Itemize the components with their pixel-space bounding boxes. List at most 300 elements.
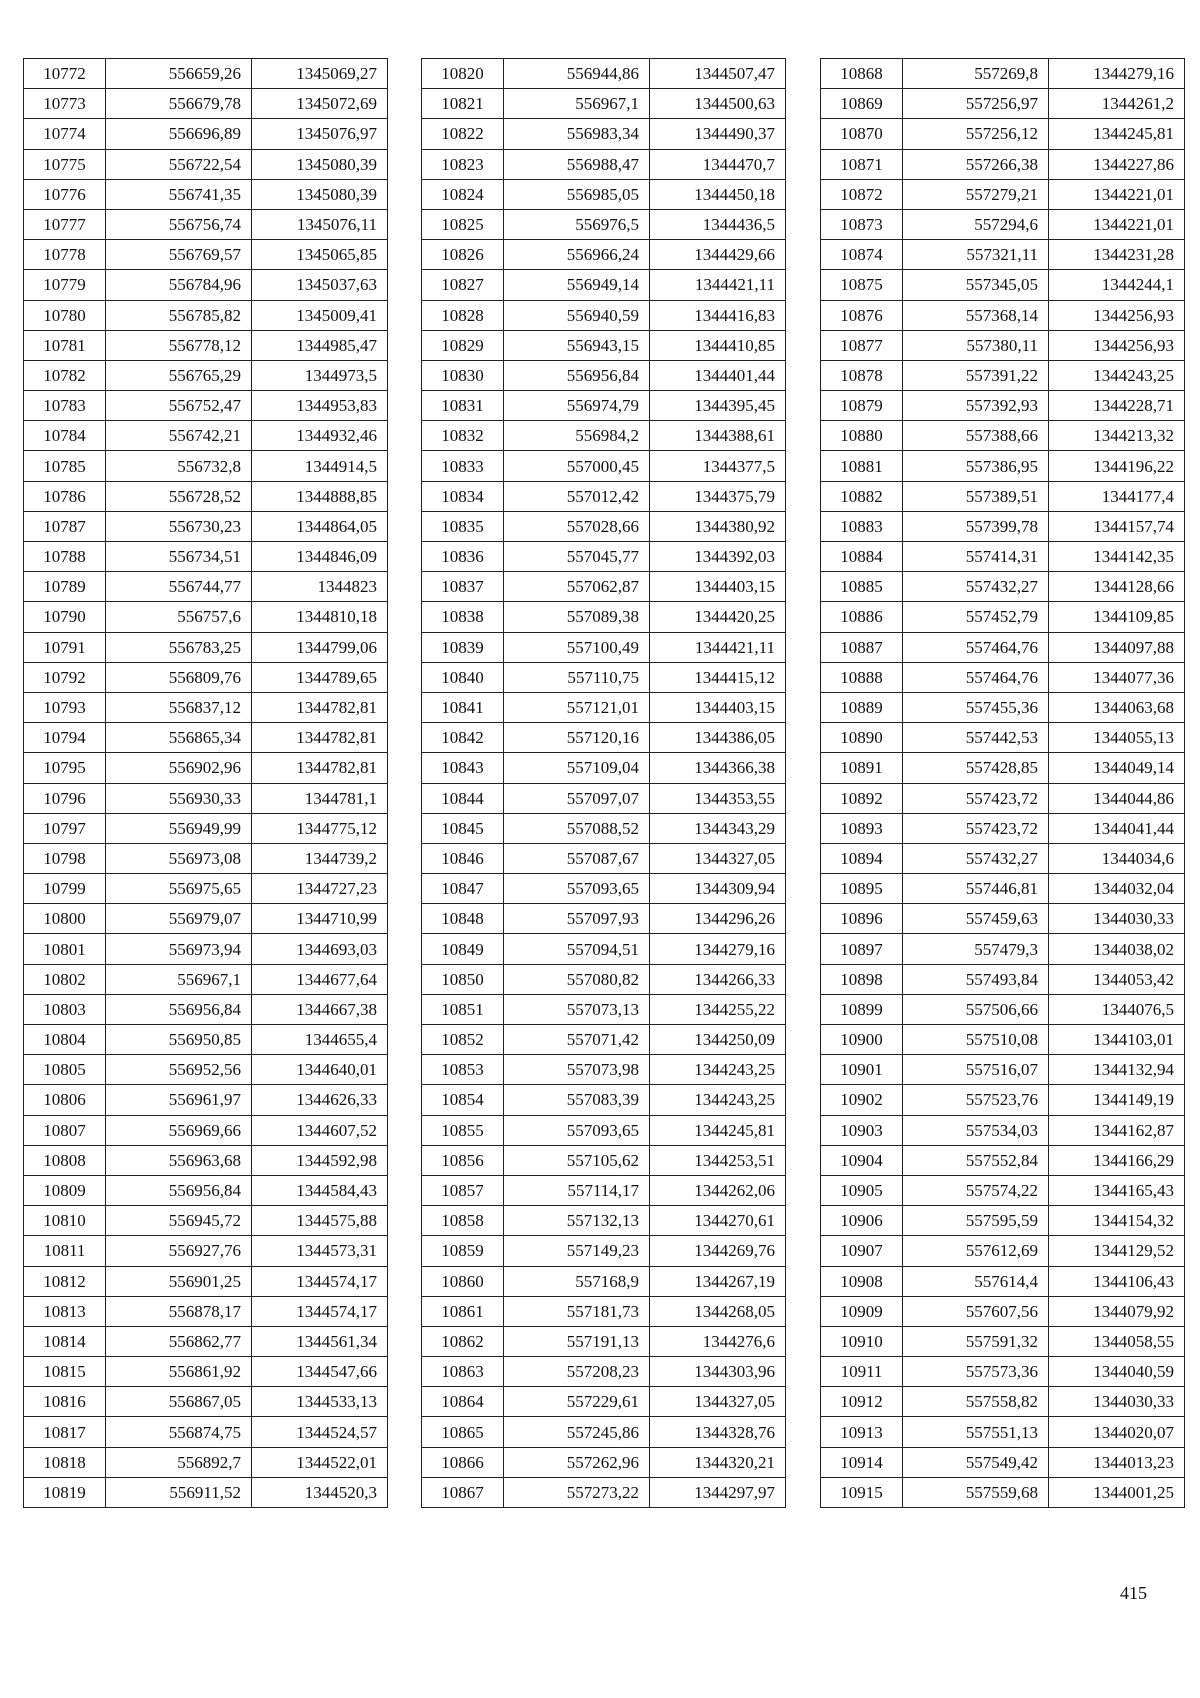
y-coordinate-cell: 1345080,39 <box>252 179 388 209</box>
point-number-cell: 10774 <box>24 119 106 149</box>
point-number-cell: 10805 <box>24 1055 106 1085</box>
point-number-cell: 10809 <box>24 1175 106 1205</box>
point-number-cell: 10855 <box>422 1115 504 1145</box>
y-coordinate-cell: 1344727,23 <box>252 874 388 904</box>
table-row <box>24 511 388 541</box>
point-number-cell: 10900 <box>821 1025 903 1055</box>
table-row <box>422 1266 786 1296</box>
y-coordinate-cell: 1344823 <box>252 572 388 602</box>
point-number-cell: 10777 <box>24 209 106 239</box>
x-coordinate-cell: 556722,54 <box>106 149 252 179</box>
table-row <box>422 179 786 209</box>
x-coordinate-cell: 556757,6 <box>106 602 252 632</box>
table-row <box>422 1175 786 1205</box>
point-number-cell: 10815 <box>24 1357 106 1387</box>
table-row <box>24 1115 388 1145</box>
x-coordinate-cell: 557559,68 <box>903 1477 1049 1507</box>
table-row <box>422 1296 786 1326</box>
point-number-cell: 10841 <box>422 692 504 722</box>
y-coordinate-cell: 1344253,51 <box>650 1145 786 1175</box>
point-number-cell: 10858 <box>422 1206 504 1236</box>
y-coordinate-cell: 1344149,19 <box>1049 1085 1185 1115</box>
table-row <box>24 632 388 662</box>
point-number-cell: 10888 <box>821 662 903 692</box>
table-row <box>821 391 1185 421</box>
point-number-cell: 10814 <box>24 1326 106 1356</box>
x-coordinate-cell: 557256,97 <box>903 89 1049 119</box>
x-coordinate-cell: 557149,23 <box>504 1236 650 1266</box>
y-coordinate-cell: 1344575,88 <box>252 1206 388 1236</box>
table-row <box>821 1206 1185 1236</box>
x-coordinate-cell: 557087,67 <box>504 843 650 873</box>
point-number-cell: 10812 <box>24 1266 106 1296</box>
table-row <box>821 813 1185 843</box>
table-row <box>24 753 388 783</box>
coordinate-table-right <box>820 58 1185 1508</box>
table-row <box>24 602 388 632</box>
table-row <box>422 632 786 662</box>
x-coordinate-cell: 557386,95 <box>903 451 1049 481</box>
point-number-cell: 10821 <box>422 89 504 119</box>
x-coordinate-cell: 557510,08 <box>903 1025 1049 1055</box>
x-coordinate-cell: 557516,07 <box>903 1055 1049 1085</box>
x-coordinate-cell: 556809,76 <box>106 662 252 692</box>
table-row <box>422 330 786 360</box>
x-coordinate-cell: 556927,76 <box>106 1236 252 1266</box>
y-coordinate-cell: 1345009,41 <box>252 300 388 330</box>
x-coordinate-cell: 557256,12 <box>903 119 1049 149</box>
point-number-cell: 10861 <box>422 1296 504 1326</box>
x-coordinate-cell: 556975,65 <box>106 874 252 904</box>
y-coordinate-cell: 1344063,68 <box>1049 692 1185 722</box>
table-row <box>422 360 786 390</box>
point-number-cell: 10911 <box>821 1357 903 1387</box>
x-coordinate-cell: 556742,21 <box>106 421 252 451</box>
table-row <box>24 300 388 330</box>
y-coordinate-cell: 1344166,29 <box>1049 1145 1185 1175</box>
x-coordinate-cell: 556984,2 <box>504 421 650 451</box>
x-coordinate-cell: 557607,56 <box>903 1296 1049 1326</box>
point-number-cell: 10901 <box>821 1055 903 1085</box>
x-coordinate-cell: 556730,23 <box>106 511 252 541</box>
y-coordinate-cell: 1344077,36 <box>1049 662 1185 692</box>
point-number-cell: 10793 <box>24 692 106 722</box>
point-number-cell: 10835 <box>422 511 504 541</box>
point-number-cell: 10839 <box>422 632 504 662</box>
table-row <box>24 813 388 843</box>
point-number-cell: 10878 <box>821 360 903 390</box>
table-row <box>821 1387 1185 1417</box>
point-number-cell: 10913 <box>821 1417 903 1447</box>
table-row <box>422 1055 786 1085</box>
point-number-cell: 10801 <box>24 934 106 964</box>
y-coordinate-cell: 1344416,83 <box>650 300 786 330</box>
y-coordinate-cell: 1344522,01 <box>252 1447 388 1477</box>
y-coordinate-cell: 1344303,96 <box>650 1357 786 1387</box>
y-coordinate-cell: 1344221,01 <box>1049 179 1185 209</box>
y-coordinate-cell: 1344196,22 <box>1049 451 1185 481</box>
y-coordinate-cell: 1344109,85 <box>1049 602 1185 632</box>
y-coordinate-cell: 1344162,87 <box>1049 1115 1185 1145</box>
table-row <box>422 1206 786 1236</box>
table-row <box>422 904 786 934</box>
x-coordinate-cell: 557080,82 <box>504 964 650 994</box>
x-coordinate-cell: 557558,82 <box>903 1387 1049 1417</box>
table-row <box>24 1447 388 1477</box>
table-row <box>821 753 1185 783</box>
x-coordinate-cell: 557368,14 <box>903 300 1049 330</box>
y-coordinate-cell: 1344250,09 <box>650 1025 786 1055</box>
table-row <box>422 421 786 451</box>
y-coordinate-cell: 1345037,63 <box>252 270 388 300</box>
x-coordinate-cell: 556988,47 <box>504 149 650 179</box>
y-coordinate-cell: 1344128,66 <box>1049 572 1185 602</box>
x-coordinate-cell: 557208,23 <box>504 1357 650 1387</box>
point-number-cell: 10876 <box>821 300 903 330</box>
point-number-cell: 10848 <box>422 904 504 934</box>
x-coordinate-cell: 557110,75 <box>504 662 650 692</box>
y-coordinate-cell: 1344377,5 <box>650 451 786 481</box>
x-coordinate-cell: 556765,29 <box>106 360 252 390</box>
y-coordinate-cell: 1344403,15 <box>650 572 786 602</box>
y-coordinate-cell: 1344410,85 <box>650 330 786 360</box>
y-coordinate-cell: 1344470,7 <box>650 149 786 179</box>
x-coordinate-cell: 557388,66 <box>903 421 1049 451</box>
coordinate-table-middle <box>421 58 786 1508</box>
x-coordinate-cell: 557229,61 <box>504 1387 650 1417</box>
table-row <box>24 360 388 390</box>
x-coordinate-cell: 557073,98 <box>504 1055 650 1085</box>
table-row <box>422 1357 786 1387</box>
x-coordinate-cell: 557345,05 <box>903 270 1049 300</box>
point-number-cell: 10825 <box>422 209 504 239</box>
table-row <box>821 360 1185 390</box>
y-coordinate-cell: 1344020,07 <box>1049 1417 1185 1447</box>
y-coordinate-cell: 1344436,5 <box>650 209 786 239</box>
point-number-cell: 10854 <box>422 1085 504 1115</box>
point-number-cell: 10816 <box>24 1387 106 1417</box>
point-number-cell: 10811 <box>24 1236 106 1266</box>
point-number-cell: 10838 <box>422 602 504 632</box>
point-number-cell: 10807 <box>24 1115 106 1145</box>
y-coordinate-cell: 1344667,38 <box>252 994 388 1024</box>
y-coordinate-cell: 1344392,03 <box>650 542 786 572</box>
y-coordinate-cell: 1344001,25 <box>1049 1477 1185 1507</box>
x-coordinate-cell: 557423,72 <box>903 813 1049 843</box>
x-coordinate-cell: 556769,57 <box>106 240 252 270</box>
x-coordinate-cell: 557028,66 <box>504 511 650 541</box>
table-row <box>422 1477 786 1507</box>
point-number-cell: 10827 <box>422 270 504 300</box>
point-number-cell: 10785 <box>24 451 106 481</box>
x-coordinate-cell: 557452,79 <box>903 602 1049 632</box>
x-coordinate-cell: 557574,22 <box>903 1175 1049 1205</box>
y-coordinate-cell: 1344076,5 <box>1049 994 1185 1024</box>
y-coordinate-cell: 1344227,86 <box>1049 149 1185 179</box>
y-coordinate-cell: 1344058,55 <box>1049 1326 1185 1356</box>
y-coordinate-cell: 1344255,22 <box>650 994 786 1024</box>
point-number-cell: 10802 <box>24 964 106 994</box>
table-row <box>821 662 1185 692</box>
point-number-cell: 10828 <box>422 300 504 330</box>
point-number-cell: 10779 <box>24 270 106 300</box>
point-number-cell: 10908 <box>821 1266 903 1296</box>
point-number-cell: 10824 <box>422 179 504 209</box>
y-coordinate-cell: 1344677,64 <box>252 964 388 994</box>
point-number-cell: 10856 <box>422 1145 504 1175</box>
table-row <box>24 1387 388 1417</box>
table-row <box>422 119 786 149</box>
y-coordinate-cell: 1345072,69 <box>252 89 388 119</box>
table-row <box>821 240 1185 270</box>
y-coordinate-cell: 1344429,66 <box>650 240 786 270</box>
table-row <box>24 270 388 300</box>
y-coordinate-cell: 1344040,59 <box>1049 1357 1185 1387</box>
table-row <box>24 179 388 209</box>
y-coordinate-cell: 1344157,74 <box>1049 511 1185 541</box>
point-number-cell: 10892 <box>821 783 903 813</box>
point-number-cell: 10817 <box>24 1417 106 1447</box>
x-coordinate-cell: 557181,73 <box>504 1296 650 1326</box>
point-number-cell: 10874 <box>821 240 903 270</box>
table-row <box>821 270 1185 300</box>
point-number-cell: 10810 <box>24 1206 106 1236</box>
x-coordinate-cell: 557088,52 <box>504 813 650 843</box>
point-number-cell: 10845 <box>422 813 504 843</box>
x-coordinate-cell: 556784,96 <box>106 270 252 300</box>
table-row <box>422 89 786 119</box>
point-number-cell: 10906 <box>821 1206 903 1236</box>
x-coordinate-cell: 556952,56 <box>106 1055 252 1085</box>
y-coordinate-cell: 1344782,81 <box>252 753 388 783</box>
point-number-cell: 10882 <box>821 481 903 511</box>
y-coordinate-cell: 1344279,16 <box>1049 59 1185 89</box>
y-coordinate-cell: 1344985,47 <box>252 330 388 360</box>
y-coordinate-cell: 1344490,37 <box>650 119 786 149</box>
table-row <box>422 149 786 179</box>
point-number-cell: 10887 <box>821 632 903 662</box>
x-coordinate-cell: 556963,68 <box>106 1145 252 1175</box>
y-coordinate-cell: 1344328,76 <box>650 1417 786 1447</box>
point-number-cell: 10904 <box>821 1145 903 1175</box>
x-coordinate-cell: 556659,26 <box>106 59 252 89</box>
table-row <box>821 59 1185 89</box>
point-number-cell: 10803 <box>24 994 106 1024</box>
table-row <box>422 934 786 964</box>
table-row <box>422 542 786 572</box>
x-coordinate-cell: 556979,07 <box>106 904 252 934</box>
table-row <box>821 1115 1185 1145</box>
table-row <box>24 572 388 602</box>
x-coordinate-cell: 557446,81 <box>903 874 1049 904</box>
point-number-cell: 10862 <box>422 1326 504 1356</box>
table-row <box>24 1357 388 1387</box>
x-coordinate-cell: 556732,8 <box>106 451 252 481</box>
table-row <box>821 1175 1185 1205</box>
point-number-cell: 10899 <box>821 994 903 1024</box>
table-row <box>422 300 786 330</box>
point-number-cell: 10896 <box>821 904 903 934</box>
y-coordinate-cell: 1344055,13 <box>1049 723 1185 753</box>
x-coordinate-cell: 556961,97 <box>106 1085 252 1115</box>
point-number-cell: 10895 <box>821 874 903 904</box>
y-coordinate-cell: 1344256,93 <box>1049 330 1185 360</box>
table-row <box>24 1477 388 1507</box>
y-coordinate-cell: 1344030,33 <box>1049 904 1185 934</box>
table-row <box>422 783 786 813</box>
x-coordinate-cell: 556837,12 <box>106 692 252 722</box>
table-row <box>422 240 786 270</box>
point-number-cell: 10829 <box>422 330 504 360</box>
y-coordinate-cell: 1344573,31 <box>252 1236 388 1266</box>
y-coordinate-cell: 1344279,16 <box>650 934 786 964</box>
table-row <box>422 391 786 421</box>
y-coordinate-cell: 1344049,14 <box>1049 753 1185 783</box>
point-number-cell: 10893 <box>821 813 903 843</box>
table-row <box>821 1055 1185 1085</box>
point-number-cell: 10826 <box>422 240 504 270</box>
table-row <box>422 511 786 541</box>
point-number-cell: 10783 <box>24 391 106 421</box>
point-number-cell: 10818 <box>24 1447 106 1477</box>
y-coordinate-cell: 1344262,06 <box>650 1175 786 1205</box>
point-number-cell: 10780 <box>24 300 106 330</box>
x-coordinate-cell: 556679,78 <box>106 89 252 119</box>
point-number-cell: 10834 <box>422 481 504 511</box>
point-number-cell: 10886 <box>821 602 903 632</box>
y-coordinate-cell: 1344266,33 <box>650 964 786 994</box>
point-number-cell: 10910 <box>821 1326 903 1356</box>
x-coordinate-cell: 556728,52 <box>106 481 252 511</box>
y-coordinate-cell: 1344500,63 <box>650 89 786 119</box>
point-number-cell: 10890 <box>821 723 903 753</box>
x-coordinate-cell: 557552,84 <box>903 1145 1049 1175</box>
y-coordinate-cell: 1344655,4 <box>252 1025 388 1055</box>
y-coordinate-cell: 1344327,05 <box>650 1387 786 1417</box>
x-coordinate-cell: 557093,65 <box>504 1115 650 1145</box>
point-number-cell: 10857 <box>422 1175 504 1205</box>
y-coordinate-cell: 1344561,34 <box>252 1326 388 1356</box>
y-coordinate-cell: 1344789,65 <box>252 662 388 692</box>
point-number-cell: 10914 <box>821 1447 903 1477</box>
table-row <box>24 662 388 692</box>
point-number-cell: 10823 <box>422 149 504 179</box>
table-row <box>24 209 388 239</box>
y-coordinate-cell: 1345069,27 <box>252 59 388 89</box>
x-coordinate-cell: 557459,63 <box>903 904 1049 934</box>
table-row <box>821 119 1185 149</box>
x-coordinate-cell: 557591,32 <box>903 1326 1049 1356</box>
y-coordinate-cell: 1344030,33 <box>1049 1387 1185 1417</box>
y-coordinate-cell: 1344782,81 <box>252 692 388 722</box>
point-number-cell: 10850 <box>422 964 504 994</box>
point-number-cell: 10891 <box>821 753 903 783</box>
x-coordinate-cell: 557097,07 <box>504 783 650 813</box>
table-row <box>422 1387 786 1417</box>
table-row <box>821 421 1185 451</box>
x-coordinate-cell: 557100,49 <box>504 632 650 662</box>
table-row <box>821 692 1185 722</box>
table-row <box>422 481 786 511</box>
point-number-cell: 10790 <box>24 602 106 632</box>
table-row <box>821 1357 1185 1387</box>
point-number-cell: 10863 <box>422 1357 504 1387</box>
point-number-cell: 10898 <box>821 964 903 994</box>
x-coordinate-cell: 557168,9 <box>504 1266 650 1296</box>
point-number-cell: 10915 <box>821 1477 903 1507</box>
point-number-cell: 10800 <box>24 904 106 934</box>
table-row <box>422 723 786 753</box>
x-coordinate-cell: 557097,93 <box>504 904 650 934</box>
y-coordinate-cell: 1344626,33 <box>252 1085 388 1115</box>
y-coordinate-cell: 1344228,71 <box>1049 391 1185 421</box>
table-row <box>24 964 388 994</box>
y-coordinate-cell: 1344888,85 <box>252 481 388 511</box>
point-number-cell: 10797 <box>24 813 106 843</box>
x-coordinate-cell: 557534,03 <box>903 1115 1049 1145</box>
y-coordinate-cell: 1344810,18 <box>252 602 388 632</box>
table-row <box>821 89 1185 119</box>
y-coordinate-cell: 1344244,1 <box>1049 270 1185 300</box>
point-number-cell: 10781 <box>24 330 106 360</box>
table-row <box>24 451 388 481</box>
point-number-cell: 10868 <box>821 59 903 89</box>
y-coordinate-cell: 1344507,47 <box>650 59 786 89</box>
point-number-cell: 10843 <box>422 753 504 783</box>
table-row <box>821 572 1185 602</box>
x-coordinate-cell: 557279,21 <box>903 179 1049 209</box>
point-number-cell: 10789 <box>24 572 106 602</box>
page-number: 415 <box>1120 1583 1147 1603</box>
point-number-cell: 10842 <box>422 723 504 753</box>
y-coordinate-cell: 1344775,12 <box>252 813 388 843</box>
point-number-cell: 10881 <box>821 451 903 481</box>
point-number-cell: 10830 <box>422 360 504 390</box>
y-coordinate-cell: 1344415,12 <box>650 662 786 692</box>
table-row <box>422 1025 786 1055</box>
point-number-cell: 10806 <box>24 1085 106 1115</box>
point-number-cell: 10879 <box>821 391 903 421</box>
x-coordinate-cell: 556734,51 <box>106 542 252 572</box>
x-coordinate-cell: 556974,79 <box>504 391 650 421</box>
x-coordinate-cell: 556956,84 <box>504 360 650 390</box>
y-coordinate-cell: 1345076,11 <box>252 209 388 239</box>
y-coordinate-cell: 1344953,83 <box>252 391 388 421</box>
point-number-cell: 10897 <box>821 934 903 964</box>
y-coordinate-cell: 1344053,42 <box>1049 964 1185 994</box>
y-coordinate-cell: 1344574,17 <box>252 1266 388 1296</box>
point-number-cell: 10864 <box>422 1387 504 1417</box>
point-number-cell: 10794 <box>24 723 106 753</box>
point-number-cell: 10852 <box>422 1025 504 1055</box>
x-coordinate-cell: 557321,11 <box>903 240 1049 270</box>
y-coordinate-cell: 1344276,6 <box>650 1326 786 1356</box>
x-coordinate-cell: 556967,1 <box>106 964 252 994</box>
table-row <box>422 59 786 89</box>
point-number-cell: 10813 <box>24 1296 106 1326</box>
x-coordinate-cell: 556696,89 <box>106 119 252 149</box>
x-coordinate-cell: 557399,78 <box>903 511 1049 541</box>
point-number-cell: 10819 <box>24 1477 106 1507</box>
table-row <box>422 602 786 632</box>
x-coordinate-cell: 556949,14 <box>504 270 650 300</box>
x-coordinate-cell: 557479,3 <box>903 934 1049 964</box>
x-coordinate-cell: 556945,72 <box>106 1206 252 1236</box>
y-coordinate-cell: 1344401,44 <box>650 360 786 390</box>
point-number-cell: 10786 <box>24 481 106 511</box>
table-row <box>24 1175 388 1205</box>
y-coordinate-cell: 1344044,86 <box>1049 783 1185 813</box>
